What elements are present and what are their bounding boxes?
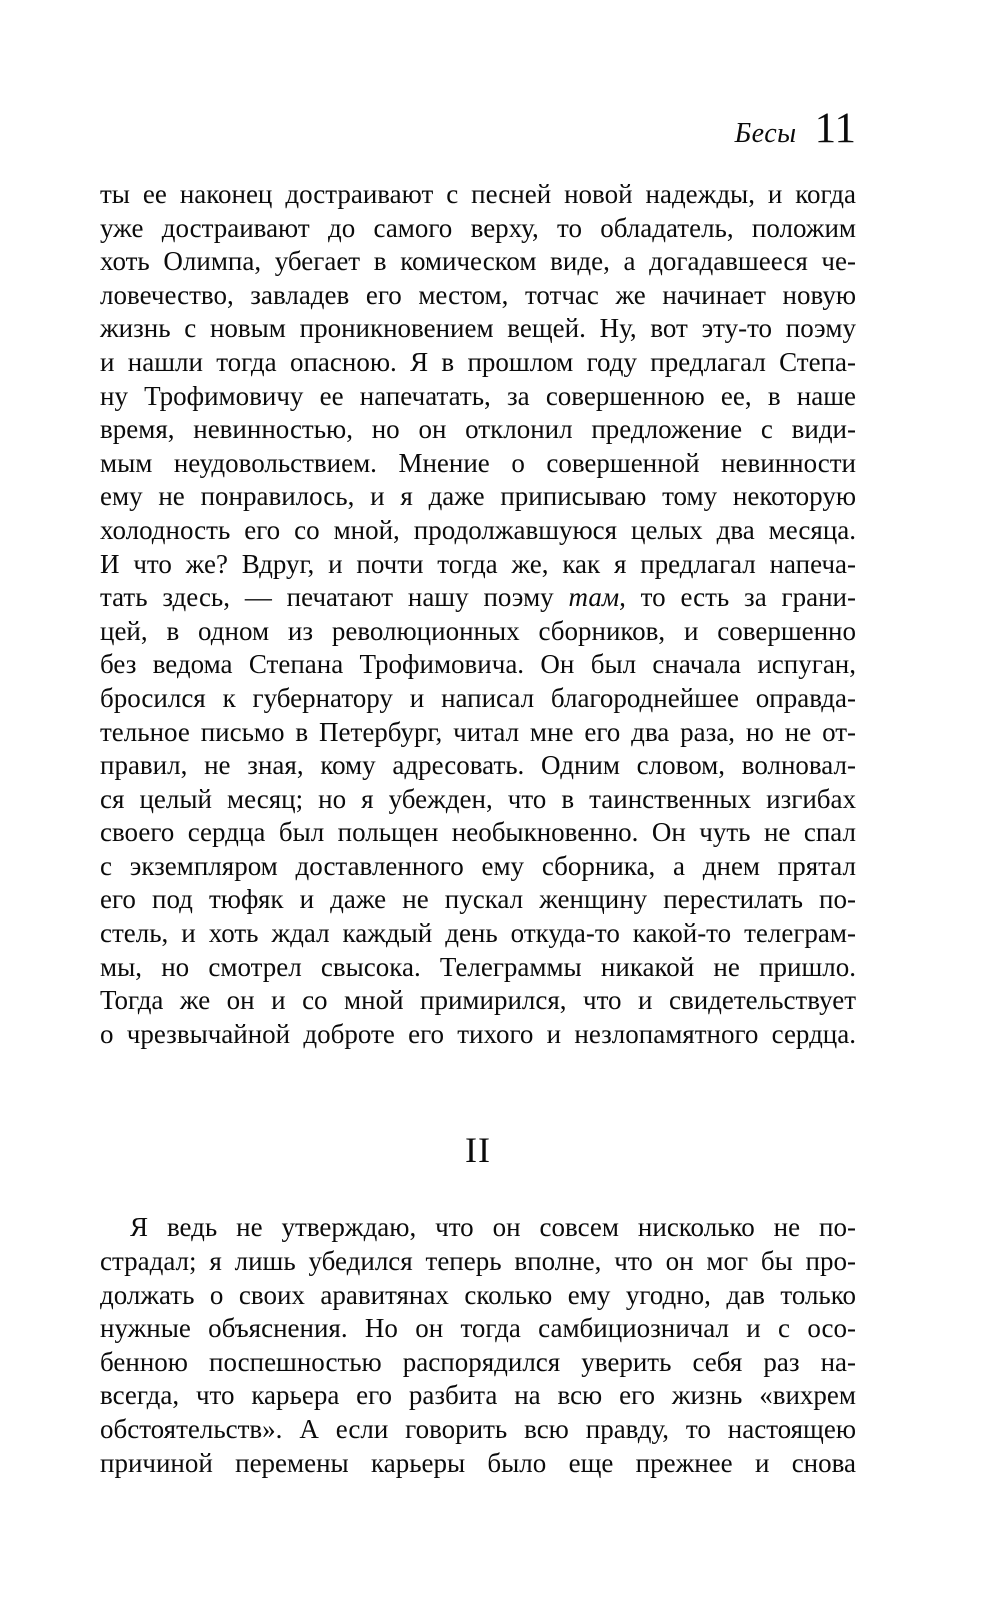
text-line: ловечество, завладев его местом, тотчас же начинает новую xyxy=(100,279,856,310)
text-line: ты ее наконец достраивают с песней новой надежды, и когда xyxy=(100,179,856,209)
text-line: цей, в одном из революционных сборников, и совершенно xyxy=(100,615,856,646)
text-line: правил, не зная, кому адресовать. Одним словом, волновал- xyxy=(100,750,856,781)
text-line: причиной перемены карьеры было еще прежнее и снова xyxy=(100,1447,856,1478)
page-body xyxy=(100,178,856,1480)
text-line: ся целый месяц; но я убежден, что в таинственных изгибах xyxy=(100,783,856,814)
text-line: мы, но смотрел свысока. Телеграммы никакой не пришло. xyxy=(100,951,856,982)
text-line: бенною поспешностью распорядился уверить себя раз на- xyxy=(100,1346,856,1377)
text-line: мым неудовольствием. Мнение о совершенной невинности xyxy=(100,447,856,478)
running-title: Бесы xyxy=(734,118,797,149)
text-line: страдал; я лишь убедился теперь вполне, что он мог бы про- xyxy=(100,1246,856,1277)
text-line: уже достраивают до самого верху, то обладатель, положим xyxy=(100,212,856,243)
text-line: бросился к губернатору и написал благороднейшее оправда- xyxy=(100,682,856,713)
text-line: Тогда же он и со мной примирился, что и свидетельствует xyxy=(100,985,856,1016)
emphasized-word: там, xyxy=(568,582,626,613)
page-number: 11 xyxy=(814,105,856,152)
text-line: стель, и хоть ждал каждый день откуда-то какой-то телеграм- xyxy=(100,918,856,949)
text-line: ему не понравилось, и я даже приписываю тому некоторую xyxy=(100,481,856,512)
text-segment: то есть за грани- xyxy=(625,582,857,613)
text-line: с экземпляром доставленного ему сборника, а днем прятал xyxy=(100,850,856,881)
text-line: и нашли тогда опасною. Я в прошлом году предлагал Степа- xyxy=(100,346,856,377)
text-segment: тать здесь, — печатают нашу поэму xyxy=(100,582,569,613)
paragraph-2 xyxy=(100,1211,856,1480)
text-line: жизнь с новым проникновением вещей. Ну, вот эту-то поэму xyxy=(100,313,856,344)
text-line: своего сердца был польщен необыкновенно. Он чуть не спал xyxy=(100,817,856,848)
text-line: И что же? Вдруг, и почти тогда же, как я предлагал напеча- xyxy=(100,548,856,579)
text-line: время, невинностью, но он отклонил предложение с види- xyxy=(100,414,856,445)
text-line: тельное письмо в Петербург, читал мне его два раза, но не от- xyxy=(100,716,856,747)
text-line: должать о своих аравитянах сколько ему угодно, дав только xyxy=(100,1279,856,1310)
text-line-with-emphasis xyxy=(100,581,856,615)
text-line: о чрезвычайной доброте его тихого и незлопамятного сердца. xyxy=(100,1018,856,1049)
text-line: нужные объяснения. Но он тогда самбициозничал и с осо- xyxy=(100,1313,856,1344)
text-line: Я ведь не утверждаю, что он совсем нисколько не по- xyxy=(130,1212,856,1243)
text-line: ну Трофимовичу ее напечатать, за совершенною ее, в наше xyxy=(100,380,856,411)
text-line: всегда, что карьера его разбита на всю его жизнь «вихрем xyxy=(100,1380,856,1411)
text-line: его под тюфяк и даже не пускал женщину перестилать по- xyxy=(100,884,856,915)
text-line: без ведома Степана Трофимовича. Он был сначала испуган, xyxy=(100,649,856,680)
text-line: обстоятельств». А если говорить всю правду, то настоящею xyxy=(100,1414,856,1444)
text-line: хоть Олимпа, убегает в комическом виде, а догадавшееся че- xyxy=(100,246,856,277)
paragraph-1 xyxy=(100,178,856,1051)
running-header xyxy=(100,106,856,161)
text-line: холодность его со мной, продолжавшуюся целых два месяца. xyxy=(100,514,856,545)
section-heading: II xyxy=(465,1130,491,1171)
